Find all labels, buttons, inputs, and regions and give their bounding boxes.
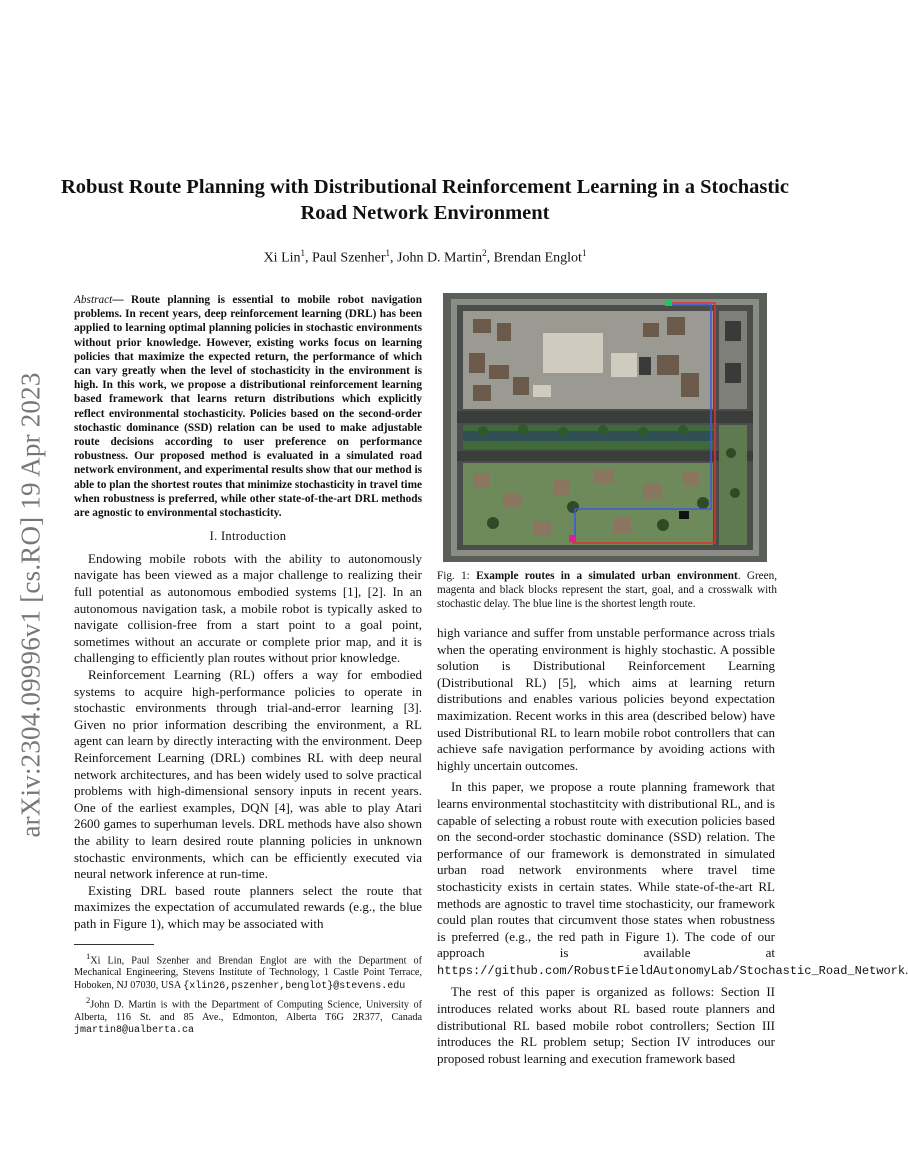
right-column xyxy=(437,625,906,1067)
code-link[interactable]: https://github.com/RobustFieldAutonomyLab/Stochastic_Road_Network xyxy=(437,963,906,978)
footnote-1: $^1$Xi Lin, Paul Szenher and Brendan Englot are with the Department of Mechanical Engineering, Stevens Institute of Technology, 1 Castle Point Terrace, Hoboken, NJ 07030, USA {xlin26,pszenher,benglot}@stevens.edu xyxy=(74,950,422,993)
author: John D. Martin xyxy=(397,250,483,266)
paragraph: The rest of this paper is organized as follows: Section II introduces related works about RL based route planners and distributional RL based mobile robot controllers; Section III introduces the RL problem setup; Section IV introduces our proposed robust learning and execution framework based xyxy=(437,984,775,1066)
paragraph: Existing DRL based route planners select the route that maximizes the expectation of accumulated rewards (e.g., the blue path in Figure 1), which may be associated with xyxy=(74,882,422,931)
footnote-rule xyxy=(74,944,154,945)
footnotes xyxy=(74,950,422,1038)
author: Brendan Englot xyxy=(493,250,582,266)
arxiv-watermark: arXiv:2304.09996v1 [cs.RO] 19 Apr 2023 xyxy=(15,372,46,838)
figure-aerial-map xyxy=(443,293,767,562)
email[interactable]: {xlin26,pszenher,benglot}@stevens.edu xyxy=(183,981,406,993)
abstract: Abstract— Route planning is essential to mobile robot navigation problems. In recent years, deep reinforcement learning (DRL) has been applied to learning optimal planning policies in stochastic environments without prior knowledge. However, existing works focus on learning policies that maximize the expected return, the performance of which can vary greatly when the level of stochasticity in the environment is high. In this work, we propose a distributional reinforcement learning based framework that learns return distributions which explicitly reflect environmental stochasticity. Policies based on the second-order stochastic dominance (SSD) relation can be used to make adjustable route decisions according to user preference on performance robustness. Our proposed method is evaluated in a simulated road network environment, and experimental results show that our method is able to plan the shortest routes that minimize stochasticity in travel time when robustness is preferred, while other state-of-the-art DRL methods are agnostic to environmental stochasticity. xyxy=(74,294,422,520)
paragraph: Endowing mobile robots with the ability to autonomously navigate has been viewed as a major challenge to realizing their full potential as autonomous embodied systems [1], [2]. In an autonomous navigation task, a mobile robot is typically asked to navigate collision-free from a start point to a goal point, sometimes without an accurate or complete prior map, and it is challenging to efficiently plan routes without prior knowledge. xyxy=(74,550,422,666)
abstract-text: Route planning is essential to mobile robot navigation problems. In recent years, deep reinforcement learning (DRL) has been applied to learning optimal planning policies in stochastic environments without prior knowledge. However, existing works focus on learning policies that maximize the expected return, the performance of which can vary greatly when the level of stochasticity in the environment is high. In this work, we propose a distributional reinforcement learning based framework that learns return distributions which explicitly reflect environmental stochasticity. Policies based on the second-order stochastic dominance (SSD) relation can be used to make adjustable route decisions according to user preference on performance robustness. Our proposed method is evaluated in a simulated road network environment, and experimental results show that our method is able to plan the shortest routes that minimize stochasticity in travel time when robustness is preferred, while other state-of-the-art DRL methods are agnostic to environmental stochasticity. xyxy=(74,294,422,520)
footnote-2: $^2$John D. Martin is with the Department of Computing Science, University of Alberta, 116 St. and 85 Ave., Edmonton, Alberta T6G 2R377, Canada jmartin8@ualberta.ca xyxy=(74,994,422,1037)
author: Paul Szenher xyxy=(312,250,386,266)
section-heading: I. Introduction xyxy=(209,529,287,544)
abstract-label: Abstract xyxy=(74,294,113,306)
paragraph: Reinforcement Learning (RL) offers a way for embodied systems to acquire high-performance policies to operate in stochastic environments through trial-and-error learning [3]. Given no prior information describing the environment, a RL agent can learn by directly interacting with the environment. Deep Reinforcement Learning (DRL) combines RL with deep neural network architectures, and has been widely used to solve practical problems with high-dimensional sensory inputs in recent years. One of the earliest examples, DQN [4], was able to play Atari 2600 games to superhuman levels. DRL methods have also shown the ability to learn desired route planning policies in unknown stochastic environments, which can be efficiently executed via neural network inference at run-time. xyxy=(74,667,422,882)
paragraph: In this paper, we propose a route planning framework that learns environmental stochastitcity with distributional RL, and is capable of selecting a robust route with execution policies based on the second-order stochastic dominance (SSD) relation. The performance of our framework is demonstrated in simulated urban road network environments where travel time stochasticity exists in certain states. While state-of-the-art RL methods are agnostic to travel time stochasticity, our framework could plan routes that circumvent those states when robustness is preferred (e.g., the red path in Figure 1). The code of our approach is available at https://github.com/RobustFieldAutonomyLab/Stochastic_Road_Network xyxy=(437,779,906,978)
paper-title: Robust Route Planning with Distributional Reinforcement Learning in a Stochastic Road Network Environment xyxy=(61,176,789,224)
email[interactable]: jmartin8@ualberta.ca xyxy=(74,1025,195,1037)
paragraph: high variance and suffer from unstable performance across trials when the operating environment is highly stochastic. A possible solution is Distributional Reinforcement Learning (Distributional RL) [5], which aims at learning return distributions and enables various policies beyond expectation maximization. Recent works in this area (described below) have used Distributional RL to learn mobile robot controllers that can achieve safe navigation performance by avoiding actions with highly uncertain outcomes. xyxy=(437,625,775,773)
left-column xyxy=(74,293,422,1038)
author: Xi Lin xyxy=(263,250,301,266)
author-list: Xi Lin$^1$, Paul Szenher$^1$, John D. Martin$^2$, Brendan Englot$^1$ xyxy=(263,248,587,266)
figure-caption: Fig. 1: Example routes in a simulated urban environment. Green, magenta and black blocks represent the start, goal, and a crosswalk with stochastic delay. The blue line is the shortest length route. xyxy=(437,570,778,610)
